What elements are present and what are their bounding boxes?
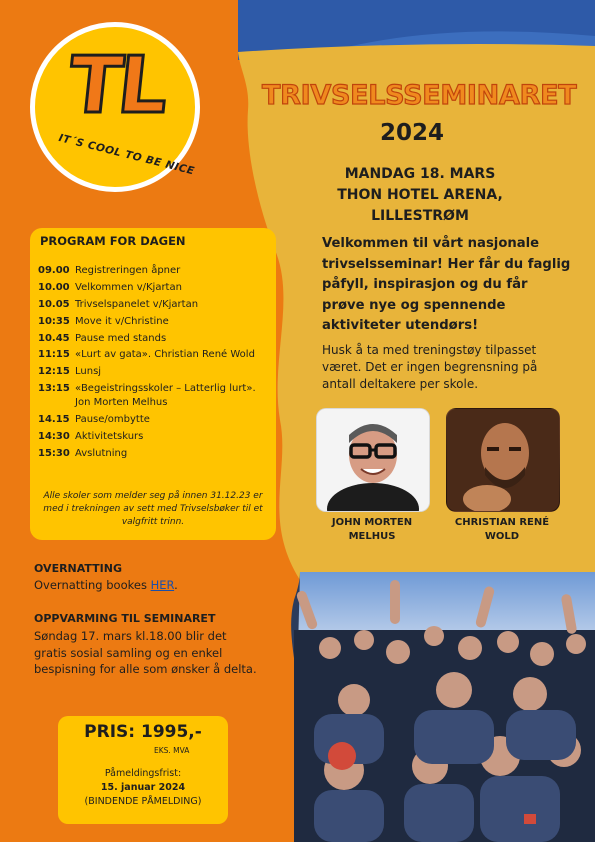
crowd-photo: [294, 570, 595, 842]
speaker-photo-wold: [446, 408, 560, 512]
reminder-text: Husk å ta med treningstøy tilpasset været. Det er ingen begrensning på antall deltakere per skole.: [322, 343, 538, 391]
overnatting-heading: OVERNATTING: [34, 562, 123, 575]
overnatting-body: Overnatting bookes: [34, 578, 147, 592]
list-item: [38, 348, 268, 362]
program-list: [38, 264, 268, 464]
program-activity: Move it v/Christine: [75, 315, 169, 327]
speaker-photo-melhus: [316, 408, 430, 512]
program-time: 15:30: [38, 447, 70, 459]
program-activity: Velkommen v/Kjartan: [75, 281, 182, 293]
program-activity: Trivselspanelet v/Kjartan: [75, 298, 199, 310]
price-box: [58, 716, 228, 824]
overnatting-text: [34, 578, 178, 592]
event-title: TRIVSELSSEMINARET: [262, 80, 577, 111]
list-item: [38, 413, 268, 427]
booking-link[interactable]: HER: [150, 578, 175, 592]
event-date: MANDAG 18. MARS: [344, 166, 496, 182]
program-time: 11:15: [38, 349, 70, 361]
list-item: [38, 264, 268, 278]
logo-tagline: IT´S COOL TO BE NICE: [57, 132, 196, 178]
list-item: [38, 430, 268, 444]
oppvarming-heading: OPPVARMING TIL SEMINARET: [34, 612, 216, 625]
program-activity: Aktivitetskurs: [75, 431, 144, 443]
program-box: [30, 228, 276, 540]
logo-letters: TL: [64, 41, 169, 131]
program-activity: Pause/ombytte: [75, 414, 150, 426]
deadline-date: 15. januar 2024: [100, 782, 186, 793]
program-time: 13:15: [38, 383, 70, 395]
logo: [30, 22, 200, 192]
program-time: 14.15: [38, 414, 70, 426]
program-time: 10.00: [38, 281, 70, 293]
overnatting-suffix: .: [174, 578, 178, 592]
list-item: [38, 332, 268, 346]
program-activity: «Lurt av gata». Christian René Wold: [75, 349, 255, 361]
program-time: 10.45: [38, 332, 70, 344]
program-activity: Registreringen åpner: [75, 265, 181, 276]
event-date-venue: [300, 164, 540, 227]
program-activity: Avslutning: [75, 447, 128, 459]
portrait-glasses-icon: [317, 409, 429, 511]
program-time: 09.00: [38, 265, 70, 276]
list-item: [38, 315, 268, 329]
event-venue: THON HOTEL ARENA, LILLESTRØM: [337, 187, 503, 224]
portrait-bald-icon: [447, 409, 559, 511]
list-item: [38, 447, 268, 461]
list-item: [38, 281, 268, 295]
list-item: [38, 382, 268, 410]
list-item: [38, 365, 268, 379]
program-note: Alle skoler som melder seg på innen 31.12.23 er med i trekningen av sett med Trivselsbøker til et valgfritt trinn.: [43, 491, 263, 527]
list-item: [38, 298, 268, 312]
program-time: 14:30: [38, 431, 70, 443]
program-activity: Lunsj: [75, 366, 102, 378]
program-time: 10.05: [38, 298, 70, 310]
program-activity: Pause med stands: [75, 332, 167, 344]
program-activity: «Begeistringsskoler – Latterlig lurt». Jon Morten Melhus: [75, 383, 256, 409]
program-time: 10:35: [38, 315, 70, 327]
oppvarming-text: Søndag 17. mars kl.18.00 blir det gratis sosial samling og en enkel bespisning for alle som ønsker å delta.: [34, 629, 257, 676]
price-value: PRIS: 1995,-: [84, 722, 202, 742]
speaker-name-wold: CHRISTIAN RENÉ WOLD: [454, 517, 550, 542]
speaker-name-melhus: JOHN MORTEN MELHUS: [331, 517, 413, 542]
welcome-text: Velkommen til vårt nasjonale trivselsseminar! Her får du faglig påfyll, inspirasjon og du får prøve nye og spennende aktiviteter utendørs!: [322, 236, 571, 333]
price-vat-note: EKS. MVA: [154, 746, 190, 755]
binding-note: (BINDENDE PÅMELDING): [84, 796, 202, 807]
program-heading: PROGRAM FOR DAGEN: [40, 234, 186, 248]
event-year: 2024: [380, 120, 445, 146]
program-time: 12:15: [38, 366, 70, 378]
deadline-label: Påmeldingsfrist:: [104, 768, 182, 779]
